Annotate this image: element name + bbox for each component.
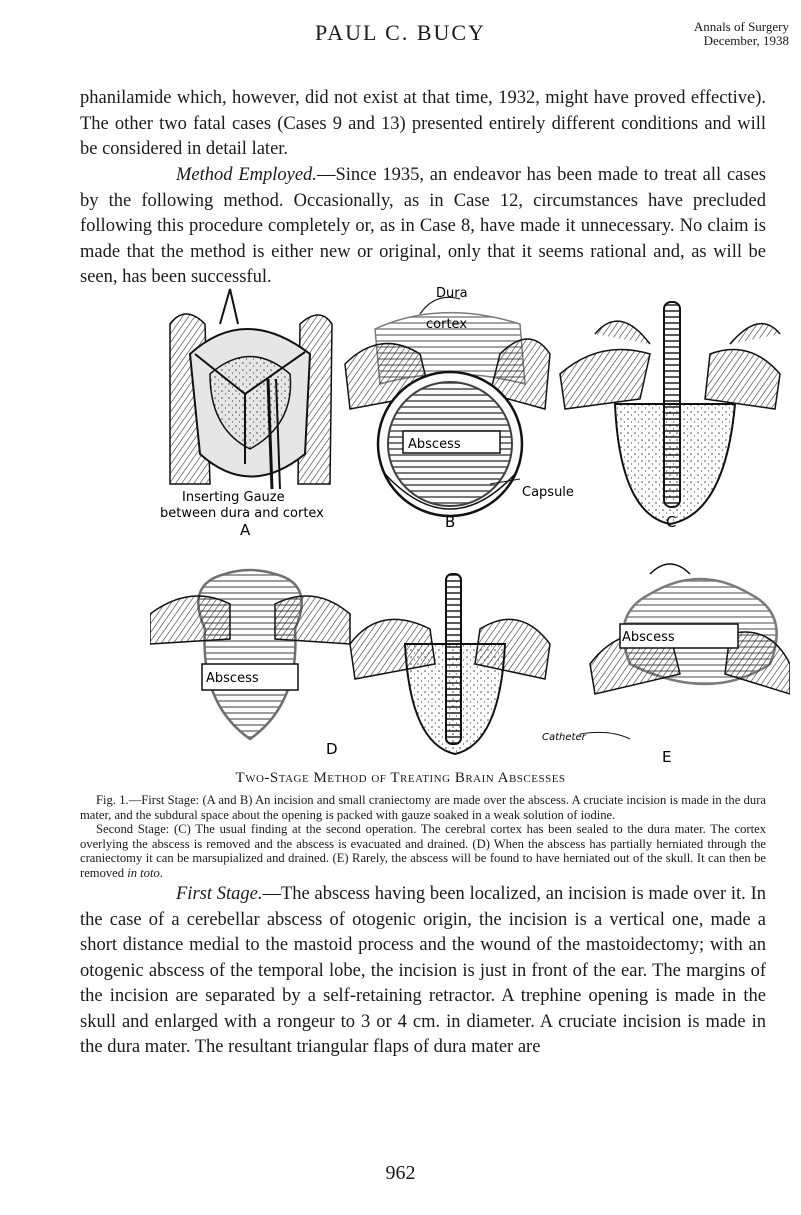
label-catheter: Catheter (542, 732, 586, 743)
panel-label-e: E (662, 748, 672, 764)
running-head-author: PAUL C. BUCY (315, 20, 486, 45)
method-body: —Since 1935, an endeavor has been made to treat all cases by the following method. Occasionally, as in Case 12, circumstances have precluded following this procedure completely or, as in Case 8, have made it unnecessary. No claim is made that the method is either new or original, only that it seems rational and, as will be seen, has been successful. (80, 165, 766, 287)
panel-c-drawing (560, 302, 780, 524)
label-dura: Dura (436, 286, 468, 301)
journal-name: Annals of Surgery (693, 19, 789, 34)
caption-first-stage: Fig. 1.—First Stage: (A and B) An incision and small craniectomy are made over the abscess. A cruciate incision is made in the dura mater, and the subdural space about the opening is packed with gauze soaked in a weak solution of iodine. (80, 793, 766, 822)
panel-e-drawing (580, 564, 790, 739)
paragraph-continuation: phanilamide which, however, did not exist at that time, 1932, might have proved effective). The other two fatal cases (Cases 9 and 13) presented entirely different conditions and will be considered in detail later. (80, 88, 766, 159)
label-abscess-e: Abscess (622, 630, 675, 645)
figure-1 (150, 284, 790, 764)
paragraph-first-stage (80, 882, 766, 1061)
label-cortex: cortex (426, 317, 468, 332)
panel-label-c: C (666, 513, 677, 531)
label-abscess-b: Abscess (408, 437, 461, 452)
first-stage-body: —The abscess having been localized, an incision is made over it. In the case of a cerebellar abscess of otogenic origin, the incision is a vertical one, made a short distance medial to the mastoid process and the wound of the mastoidectomy; with an otogenic abscess of the temporal lobe, the incision is just in front of the ear. The margins of the incision are separated by a self-retaining retractor. A trephine opening is made in the skull and enlarged with a rongeur to 3 or 4 cm. in diameter. A cruciate incision is made in the dura mater. The resultant triangular flaps of dura mater are (80, 884, 766, 1057)
panel-label-b: B (445, 513, 456, 531)
label-inserting-gauze: Inserting Gauze (182, 490, 285, 505)
running-head-journal (694, 20, 789, 48)
caption-second-stage-text: Second Stage: (C) The usual finding at the second operation. The cerebral cortex has been sealed to the dura mater. The cortex overlying the abscess is removed and the abscess is evacuated and drained. (D) When the abscess has partially herniated through the craniectomy it can be marsupialized and drained. (E) Rarely, the abscess will be found to have herniated out of the skull. It can then be removed (80, 822, 766, 880)
label-capsule: Capsule (522, 485, 574, 500)
figure-title: Two-Stage Method of Treating Brain Abscesses (235, 770, 566, 786)
caption-second-stage (80, 822, 766, 880)
panel-d2-drawing (350, 574, 550, 754)
figure-caption (80, 793, 766, 881)
first-stage-heading: First Stage. (176, 884, 263, 904)
journal-date: December, 1938 (703, 33, 789, 48)
figure-illustration (150, 284, 790, 764)
label-between-dura-cortex: between dura and cortex (160, 506, 324, 521)
paragraph-method (80, 163, 766, 291)
method-heading: Method Employed. (176, 165, 317, 185)
caption-end: . (159, 865, 163, 880)
panel-label-a: A (240, 521, 251, 539)
caption-in-toto: in toto (127, 865, 160, 880)
page-number: 962 (385, 1162, 416, 1184)
panel-label-d: D (326, 740, 338, 758)
label-abscess-d: Abscess (206, 671, 259, 686)
panel-d-drawing (150, 570, 350, 739)
panel-a-drawing (170, 289, 332, 489)
